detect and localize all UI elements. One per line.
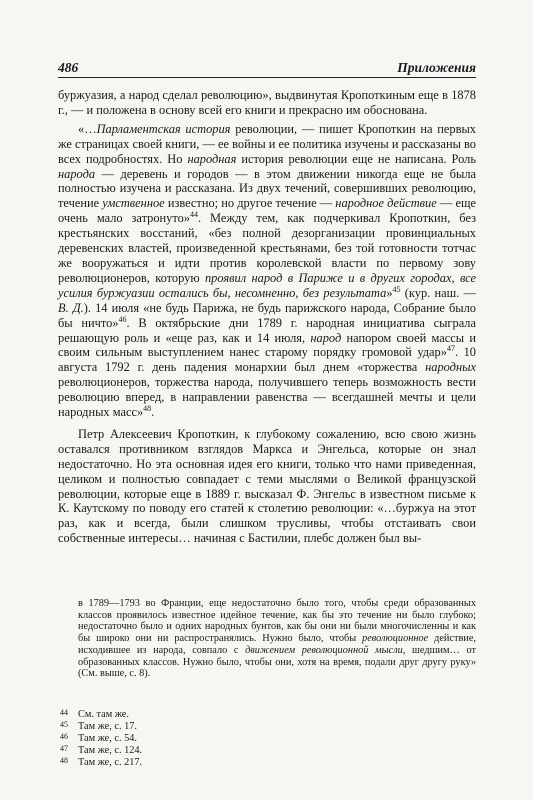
page-header — [58, 56, 476, 76]
note-ref-48[interactable]: 48 — [143, 403, 152, 413]
note-ref-47[interactable]: 47 — [446, 344, 455, 354]
page-number: 486 — [58, 60, 79, 75]
footnote-47: 47 Там же, с. 124. — [60, 744, 143, 756]
note-ref-46[interactable]: 46 — [118, 314, 127, 324]
running-title: Приложения — [397, 60, 476, 75]
paragraph-3: Петр Алексеевич Кропоткин, к глубокому сожалению, всю свою жизнь оставался противником взглядов Маркса и Энгельса, которые он знал недостаточно. Но эта основная идея его книги, только что нами приведенная, целиком и полностью совпадает с теми мыслями о Великой французской революции, которые еще в 1889 г. высказал Ф. Энгельс в известном письме к К. Каутскому по поводу его статей к столетию революции: «…буржуа на этот раз, как и всегда, были слишком трусливы, чтобы отстаивать свои собственные интересы… начиная с Бастилии, плебс должен был вы- — [58, 426, 476, 546]
footnote-44: 44 См. там же. — [60, 708, 129, 720]
footnote-45: 45 Там же, с. 17. — [60, 720, 137, 732]
main-text — [58, 88, 476, 546]
notes-continuation: в 1789—1793 во Франции, еще недостаточно было того, чтобы среди образованных классов проявилось известное идейное течение, как бы это течение ни было глубоко; недостаточно было и одних народных бунтов, как бы они ни были многочисленны и как бы широко они ни распространялись. Нужно было, чтобы революционное действие, исходившее из народа, совпало с движением революционной мысли, шедшим… от образованных классов. Нужно было, чтобы они, хотя на время, подали друг другу руку» (См. выше, с. 8). — [78, 598, 476, 680]
header-rule — [58, 77, 476, 78]
footnote-46: 46 Там же, с. 54. — [60, 732, 137, 744]
note-ref-45[interactable]: 45 — [392, 284, 401, 294]
footnote-48: 48 Там же, с. 217. — [60, 756, 143, 768]
paragraph-2: «…Парламентская история революции, — пишет Кропоткин на первых же страницах своей книги, — ее войны и ее политика изучены и рассказаны во всех подробностях. Но народная история революции еще не написана. Роль народа — деревень и городов — в этом движении никогда еще не была полностью изучена и рассказана. Из двух течений, совершивших революцию, течение умственное известно; но другое течение — народное действие — еще очень мало затронуто»$^{44}$. Между тем, как подчеркивал Кропоткин, без крестьянских восстаний, «без полной дезорганизации провинциальных деревенских властей, произведенной крестьянами, без той готовности тотчас же вооружаться и идти против королевской власти по первому зову революционеров, которую проявил народ в Париже и в других городах, все усилия буржуазии остались бы, несомненно, без результата»$^{45}$ (кур. наш. — В. Д.). 14 июля «не будь Парижа, не будь парижского народа, Собрание было бы ничто»$^{46}$. В октябрьские дни 1789 г. народная инициатива сыграла решающую роль и «еще раз, как и 14 июля, народ напором своей массы и своим сильным выступлением нанес старому порядку громовой удар»$^{47}$. 10 августа 1792 г. день падения монархии был днем «торжества народных революционеров, торжества народа, получившего теперь возможность вести революцию вперед, в направлении равенства — всегдашней мечты и цели народных масс»$^{48}$. — [58, 121, 476, 420]
note-ref-44[interactable]: 44 — [190, 210, 199, 220]
paragraph-1: буржуазия, а народ сделал революцию», выдвинутая Кропоткиным еще в 1878 г., — и положена в основу всей его книги и прекрасно им обоснована. — [58, 88, 476, 117]
